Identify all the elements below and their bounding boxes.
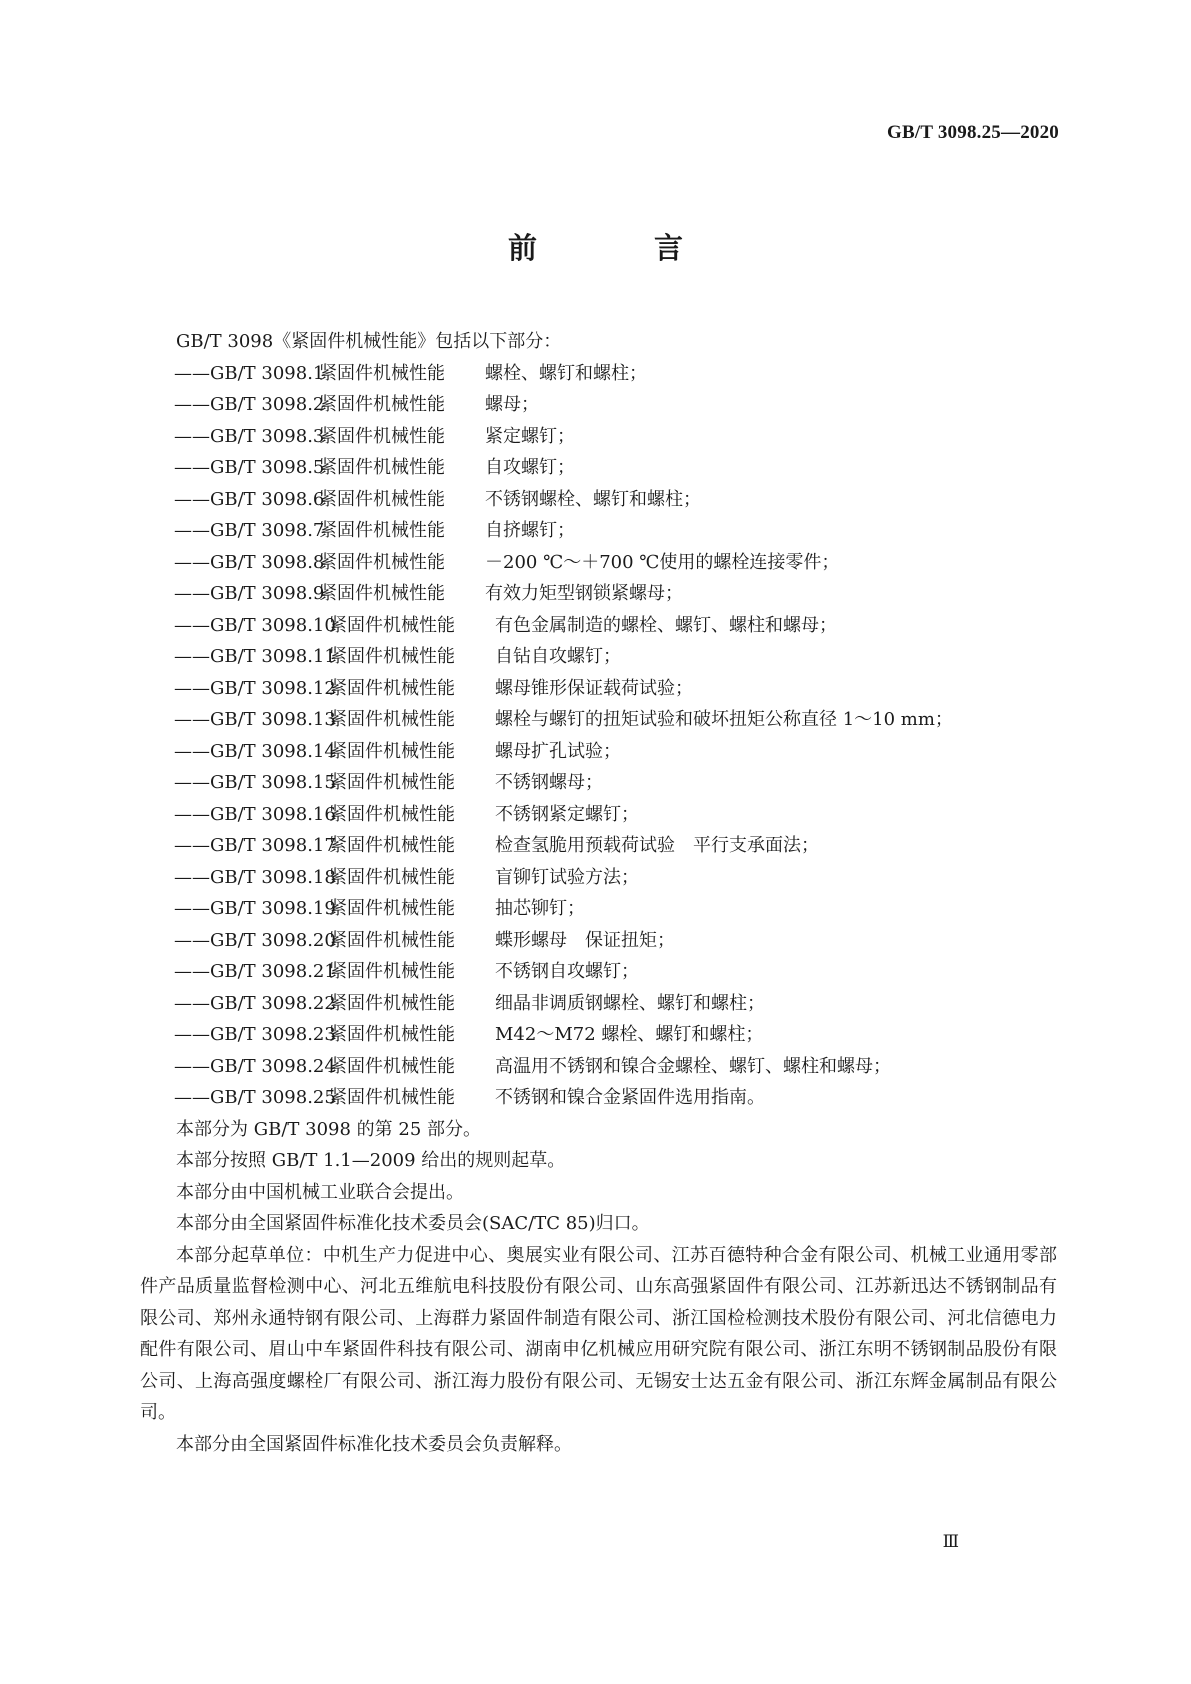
part-sub-title: 螺母；: [485, 394, 539, 415]
part-sub-title: 自攻螺钉；: [485, 457, 575, 478]
part-main-title: 紧固件机械性能: [319, 425, 445, 447]
part-code: ——GB/T 3098.3: [174, 425, 325, 447]
part-sub-title: 盲铆钉试验方法；: [495, 866, 639, 888]
part-main-title: 紧固件机械性能: [329, 1087, 455, 1108]
statement-interpretation: 本部分由全国紧固件标准化技术委员会负责解释。: [176, 1433, 572, 1455]
part-item: [174, 641, 1059, 673]
foreword-body: [140, 326, 1059, 1460]
part-sub-title: 螺母锥形保证载荷试验；: [495, 677, 693, 699]
part-sub-title: 螺栓与螺钉的扭矩试验和破坏扭矩公称直径 1～10 mm；: [495, 709, 953, 730]
part-code: ——GB/T 3098.8: [174, 551, 325, 573]
part-item: [174, 925, 1059, 957]
part-code: ——GB/T 3098.12: [174, 677, 336, 699]
part-main-title: 紧固件机械性能: [329, 866, 455, 888]
part-item: [174, 956, 1059, 988]
part-code: ——GB/T 3098.21: [174, 961, 336, 982]
part-sub-title: 蝶形螺母 保证扭矩；: [495, 929, 675, 951]
part-sub-title: －200 ℃～＋700 ℃使用的螺栓连接零件；: [485, 551, 840, 573]
section-title-foreword: 前 言: [507, 231, 727, 265]
part-main-title: 紧固件机械性能: [319, 394, 445, 415]
part-sub-title: 螺栓、螺钉和螺柱；: [485, 362, 647, 384]
part-sub-title: 细晶非调质钢螺栓、螺钉和螺柱；: [495, 992, 765, 1014]
part-code: ——GB/T 3098.16: [174, 803, 336, 825]
part-code: ——GB/T 3098.17: [174, 835, 336, 856]
part-sub-title: 不锈钢自攻螺钉；: [495, 961, 639, 982]
part-main-title: 紧固件机械性能: [319, 520, 445, 541]
part-sub-title: 高温用不锈钢和镍合金螺栓、螺钉、螺柱和螺母；: [495, 1055, 891, 1077]
statement-proposed-by: 本部分由中国机械工业联合会提出。: [176, 1181, 464, 1203]
part-item: [174, 799, 1059, 831]
part-main-title: 紧固件机械性能: [329, 803, 455, 825]
part-code: ——GB/T 3098.7: [174, 520, 325, 541]
part-main-title: 紧固件机械性能: [329, 1024, 455, 1045]
page-number: Ⅲ: [942, 1532, 959, 1551]
part-main-title: 紧固件机械性能: [329, 677, 455, 699]
part-sub-title: 螺母扩孔试验；: [495, 740, 621, 762]
part-item: [174, 736, 1059, 768]
part-item: [174, 358, 1059, 390]
statement-drafting-units: 本部分起草单位：中机生产力促进中心、奥展实业有限公司、江苏百德特种合金有限公司、机械工业通用零部件产品质量监督检测中心、河北五维航电科技股份有限公司、山东高强紧固件有限公司、江苏新迅达不锈钢制品有限公司、郑州永通特钢有限公司、上海群力紧固件制造有限公司、浙江国检检测技术股份有限公司、河北信德电力配件有限公司、眉山中车紧固件科技有限公司、湖南申亿机械应用研究院有限公司、浙江东明不锈钢制品股份有限公司、上海高强度螺栓厂有限公司、浙江海力股份有限公司、无锡安士达五金有限公司、浙江东辉金属制品有限公司。: [140, 1244, 1057, 1423]
part-code: ——GB/T 3098.2: [174, 394, 325, 415]
part-main-title: 紧固件机械性能: [329, 709, 455, 730]
part-code: ——GB/T 3098.14: [174, 740, 336, 762]
part-item: [174, 862, 1059, 894]
part-main-title: 紧固件机械性能: [329, 1055, 455, 1077]
part-main-title: 紧固件机械性能: [319, 362, 445, 384]
part-code: ——GB/T 3098.25: [174, 1087, 336, 1108]
part-main-title: 紧固件机械性能: [329, 614, 455, 636]
part-sub-title: 不锈钢螺母；: [495, 772, 603, 793]
standard-number: GB/T 3098.25—2020: [887, 122, 1059, 143]
part-code: ——GB/T 3098.6: [174, 488, 325, 510]
part-item: [174, 673, 1059, 705]
part-item: [174, 547, 1059, 579]
part-sub-title: 紧定螺钉；: [485, 425, 575, 447]
part-item: [174, 515, 1059, 547]
part-sub-title: 检查氢脆用预载荷试验 平行支承面法；: [495, 835, 819, 856]
part-item: [174, 1082, 1059, 1114]
part-item: [174, 893, 1059, 925]
part-item: [174, 830, 1059, 862]
part-item: [174, 704, 1059, 736]
part-code: ——GB/T 3098.24: [174, 1055, 336, 1077]
part-code: ——GB/T 3098.5: [174, 457, 325, 478]
part-main-title: 紧固件机械性能: [329, 961, 455, 982]
part-code: ——GB/T 3098.15: [174, 772, 336, 793]
part-sub-title: 抽芯铆钉；: [495, 898, 585, 919]
part-main-title: 紧固件机械性能: [329, 835, 455, 856]
part-sub-title: 有色金属制造的螺栓、螺钉、螺柱和螺母；: [495, 614, 837, 636]
part-item: [174, 578, 1059, 610]
part-main-title: 紧固件机械性能: [319, 551, 445, 573]
part-main-title: 紧固件机械性能: [329, 898, 455, 919]
part-item: [174, 1051, 1059, 1083]
statement-part-of: 本部分为 GB/T 3098 的第 25 部分。: [176, 1118, 481, 1140]
part-main-title: 紧固件机械性能: [319, 488, 445, 510]
part-item: [174, 389, 1059, 421]
part-code: ——GB/T 3098.19: [174, 898, 336, 919]
part-code: ——GB/T 3098.13: [174, 709, 336, 730]
part-sub-title: M42～M72 螺栓、螺钉和螺柱；: [495, 1024, 764, 1045]
part-main-title: 紧固件机械性能: [319, 457, 445, 478]
part-item: [174, 421, 1059, 453]
part-sub-title: 自钻自攻螺钉；: [495, 646, 621, 667]
part-sub-title: 不锈钢螺栓、螺钉和螺柱；: [485, 488, 701, 510]
part-main-title: 紧固件机械性能: [329, 740, 455, 762]
part-code: ——GB/T 3098.11: [174, 646, 336, 667]
part-item: [174, 452, 1059, 484]
part-code: ——GB/T 3098.1: [174, 362, 325, 384]
part-sub-title: 自挤螺钉；: [485, 520, 575, 541]
parts-list: [174, 358, 1059, 1114]
part-main-title: 紧固件机械性能: [329, 646, 455, 667]
part-main-title: 紧固件机械性能: [329, 992, 455, 1014]
part-sub-title: 不锈钢和镍合金紧固件选用指南。: [495, 1087, 765, 1108]
part-code: ——GB/T 3098.20: [174, 929, 336, 951]
part-item: [174, 767, 1059, 799]
statement-drafting-rules: 本部分按照 GB/T 1.1—2009 给出的规则起草。: [176, 1150, 566, 1171]
part-main-title: 紧固件机械性能: [319, 583, 445, 604]
part-item: [174, 610, 1059, 642]
part-main-title: 紧固件机械性能: [329, 772, 455, 793]
part-code: ——GB/T 3098.10: [174, 614, 336, 636]
part-code: ——GB/T 3098.22: [174, 992, 336, 1014]
part-code: ——GB/T 3098.9: [174, 583, 325, 604]
part-sub-title: 有效力矩型钢锁紧螺母；: [485, 583, 683, 604]
part-item: [174, 1019, 1059, 1051]
part-sub-title: 不锈钢紧定螺钉；: [495, 803, 639, 825]
part-main-title: 紧固件机械性能: [329, 929, 455, 951]
part-code: ——GB/T 3098.18: [174, 866, 336, 888]
part-item: [174, 484, 1059, 516]
part-item: [174, 988, 1059, 1020]
statement-administered-by: 本部分由全国紧固件标准化技术委员会(SAC/TC 85)归口。: [176, 1213, 650, 1234]
intro-line: GB/T 3098《紧固件机械性能》包括以下部分：: [176, 331, 562, 352]
part-code: ——GB/T 3098.23: [174, 1024, 336, 1045]
